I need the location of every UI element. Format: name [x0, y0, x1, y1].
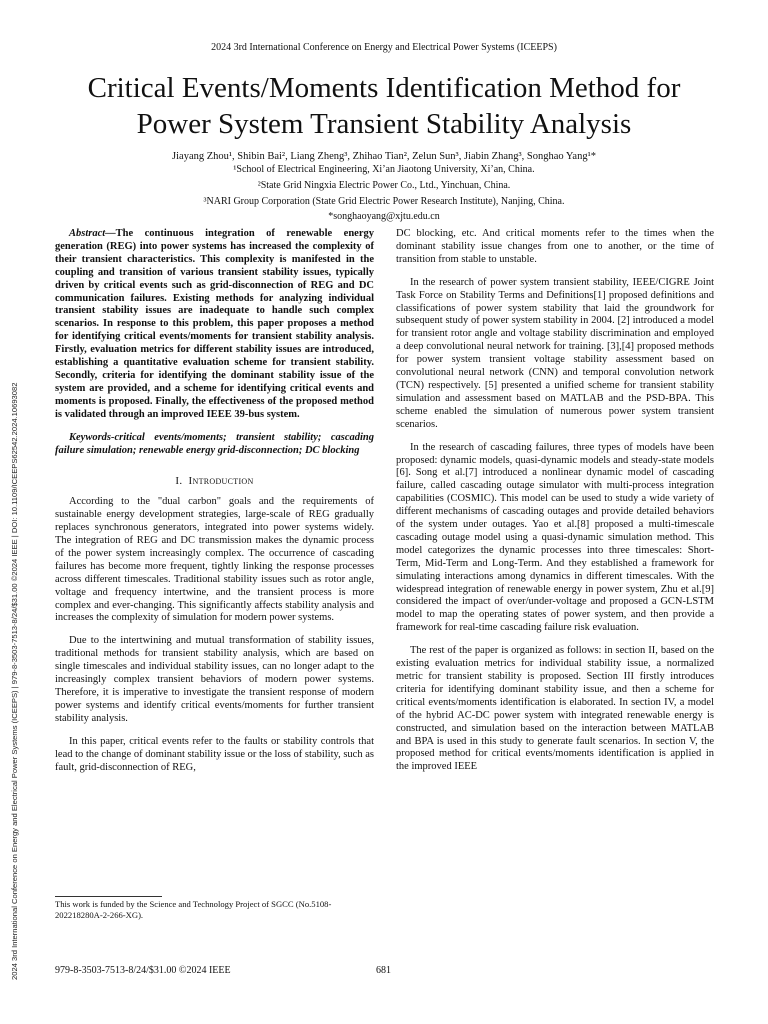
paper-title	[40, 70, 728, 142]
right-paragraph-1: DC blocking, etc. And critical moments refer to the times when the dominant stability issue changes from one to another, or the time of transition from stable to unstable.	[396, 228, 714, 265]
left-column	[55, 228, 374, 774]
keywords	[55, 432, 374, 458]
funding-footnote: This work is funded by the Science and Technology Project of SGCC (No.5108-202218280A-2-266-XG).	[55, 899, 332, 920]
section-number: I.	[175, 475, 183, 488]
intro-paragraph-3: In this paper, critical events refer to the faults or stability controls that lead to the change of dominant stability issue or the loss of stability, such as fault, grid-disconnection of REG,	[55, 735, 374, 773]
conference-header: 2024 3rd International Conference on Energy and Electrical Power Systems (ICEEPS)	[211, 42, 557, 53]
right-paragraph-2: In the research of power system transient stability, IEEE/CIGRE Joint Task Force on Stability Terms and Definitions[1] proposed definitions and classifications of power system stability that laid the groundwork for subsequent study of power system stability in 2004. [2] introduced a model for transient rotor angle and voltage stability discrimination and employed a deep convolutional neural network for training. [3],[4] proposed methods for power system transient voltage stability assessment based on convolutional neural network (CNN) and temporal convolution network (TCN) respectively. [5] presented a unified scheme for transient stability simulation and assessment based on MATLAB and the PSD-BPA. This scheme enabled the simulation of numerous power system transient scenarios.	[396, 276, 714, 430]
page-number: 681	[376, 965, 391, 976]
keywords-label: Keywords	[69, 431, 111, 443]
author-list: Jiayang Zhou¹, Shibin Bai², Liang Zheng³, Zhihao Tian², Zelun Sun³, Jiabin Zhang³, Songhao Yang¹*	[172, 151, 596, 162]
abstract-body: —The continuous integration of renewable energy generation (REG) into power systems has increased the complexity of their transient characteristics. This complexity is manifested in the coupling and transition of various transient stability issues, typically driven by critical events such as grid-disconnection of REG and DC communication failures. Existing methods for analyzing individual transient stability issues are inadequate to handle such complex scenarios. In response to this problem, this paper proposes a method for identifying critical events/moments for transient stability analysis. Firstly, evaluation metrics for different stability issues are introduced, establishing a quantitative evaluation scheme for transient stability. Secondly, criteria for identifying the dominant stability issue of the system are provided, and a scheme for identifying critical events and moments is proposed. Finally, the effectiveness of the proposed method is validated through an improved IEEE 39-bus system.	[55, 228, 374, 420]
abstract-label: Abstract	[69, 228, 106, 239]
affiliation-1: ¹School of Electrical Engineering, Xi’an Jiaotong University, Xi’an, China.	[233, 164, 535, 175]
right-paragraph-3: In the research of cascading failures, three types of models have been proposed: dynamic models, quasi-dynamic models and steady-state models [6]. Song et al.[7] introduced a nonlinear dynamic model of cascading failure, called cascading outage simulator with multi-process integration capabilities (COSMIC). This model can be used to study a wide variety of different mechanisms of cascading outages and provide detailed behaviors of the system under outages. Yao et al.[8] proposed a multi-timescale cascading outage model using a quasi-dynamic simulation method. This model categorizes the dynamic processes into three timescales: Short-Term, Mid-Term and Long-Term. And they established a framework for simulating interactions among dynamics in different timescales. With the widespread integration of renewable energy in power system, Zhu et al.[9] considered the impact of over/under-voltage and proposed a GCN-LSTM model to map the operating states of power system, and then provide a framework for real-time cascading failure risk evaluation.	[396, 441, 714, 634]
keywords-body: -critical events/moments; transient stability; cascading failure simulation; renewable energy grid-disconnection; DC blocking	[55, 431, 374, 456]
right-column	[396, 228, 714, 774]
title-line-2: Power System Transient Stability Analysis	[136, 108, 632, 140]
affiliation-3: ³NARI Group Corporation (State Grid Electric Power Research Institute), Nanjing, China.	[203, 196, 565, 207]
footnote-divider	[55, 896, 162, 897]
section-title: Introduction	[188, 475, 254, 488]
abstract	[55, 228, 374, 422]
intro-paragraph-1: According to the "dual carbon" goals and the requirements of sustainable energy development strategies, large-scale of REG gradually replaces synchronous generators, integrated into power systems widely. The integration of REG and DC transmission makes the dynamic process of the power system increasingly complex. The occurrence of cascading failures has become more frequent, tightly linking the response processes across different timescales. Traditional stability issues such as rotor angle, voltage and frequency intertwine, and the transient process is more complex and ever-changing. This significantly affects stability analysis and increases the complexity of simulation for modern power systems.	[55, 496, 374, 624]
section-heading-introduction	[55, 475, 374, 488]
title-line-1: Critical Events/Moments Identification Method for	[87, 72, 681, 104]
doi-side-strip: 2024 3rd International Conference on Energy and Electrical Power Systems (ICEEPS) | 979-8-3503-7513-8/24/$31.00 ©2024 IEEE | DOI: 10.1109/ICEEPS62542.2024.10693082	[10, 382, 19, 980]
affiliation-2: ²State Grid Ningxia Electric Power Co., Ltd., Yinchuan, China.	[257, 180, 511, 191]
intro-paragraph-2: Due to the intertwining and mutual transformation of stability issues, traditional methods for transient stability analysis, which are based on single timescales and individual stability issues, can no longer adapt to the increasingly complex transient behaviors of modern power systems. Therefore, it is imperative to investigate the transient response of modern power systems and identify critical events/moments for further transient stability analysis.	[55, 635, 374, 724]
footer-isbn: 979-8-3503-7513-8/24/$31.00 ©2024 IEEE	[55, 965, 231, 976]
right-paragraph-4: The rest of the paper is organized as follows: in section II, based on the existing evaluation metrics for individual stability issue, a normalized metric for transient stability is proposed. Section III firstly introduces criteria for identifying dominant stability issue, and then a scheme for critical events/moments identification is elaborated. In section IV, a model of the hybrid AC-DC power system with integrated renewable energy is constructed, and simulation based on the interaction between MATLAB and BPA is used in this study to generate fault scenarios. In section V, the proposed method for critical events/moments identification is applied in the improved IEEE	[396, 645, 714, 773]
author-email: *songhaoyang@xjtu.edu.cn	[328, 211, 440, 222]
